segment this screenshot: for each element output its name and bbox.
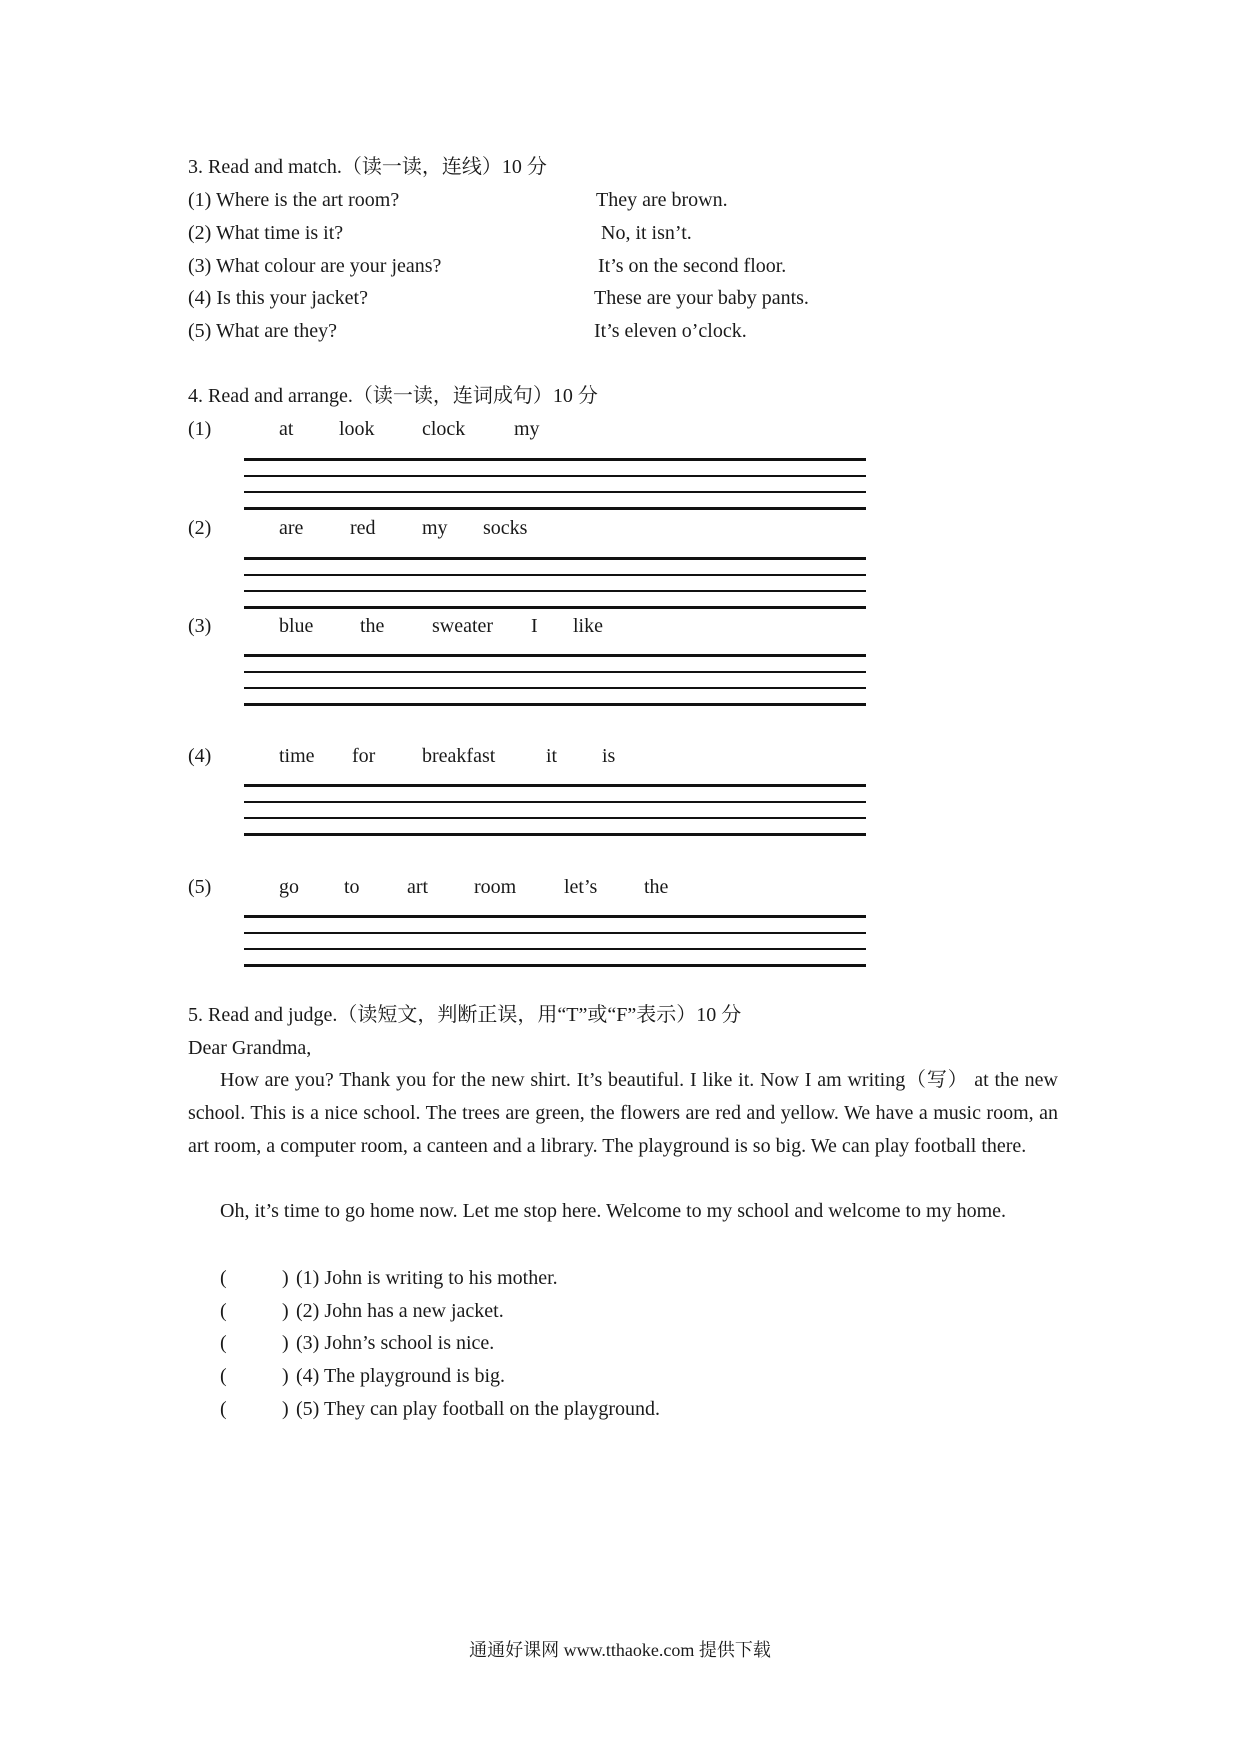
arrange-word: time [279,745,315,767]
match-answer-4: These are your baby pants. [594,287,809,309]
arrange-word: let’s [564,876,598,898]
arrange-word: art [407,876,429,898]
arrange-word: socks [483,517,528,539]
arrange-word: my [514,418,540,440]
arrange-word: for [352,745,376,767]
arrange-word: is [602,745,616,767]
arrange-word: sweater [432,615,494,637]
letter-paragraph-1: How are you? Thank you for the new shirt. It’s beautiful. I like it. Now I am writing（写） at the new school. This is a nice school. The trees are green, the flowers are red and yellow. We have a music room, an art room, a computer room, a canteen and a library. The playground is so big. We can play football there. [188,1069,1058,1157]
judge-statement-5: (5) They can play football on the playground. [296,1398,660,1420]
page-footer: 通通好课网 www.tthaoke.com 提供下载 [469,1640,771,1660]
arrange-word: like [573,615,603,637]
judge-statement-1: (1) John is writing to his mother. [296,1267,558,1289]
letter-paragraph-2: Oh, it’s time to go home now. Let me stop here. Welcome to my school and welcome to my home. [220,1200,1007,1222]
match-question-5: (5) What are they? [188,320,337,342]
arrange-word: to [344,876,360,898]
match-answer-1: They are brown. [596,189,728,211]
arrange-word: the [360,615,385,637]
match-answer-3: It’s on the second floor. [598,255,787,277]
arrange-item-2-number: (2) [188,517,212,539]
arrange-word: red [350,517,376,539]
match-question-4: (4) Is this your jacket? [188,287,368,309]
answer-blank-open: ( [220,1332,227,1354]
match-answer-5: It’s eleven o’clock. [594,320,747,342]
answer-blank-close: ) [282,1398,289,1420]
answer-blank-close: ) [282,1300,289,1322]
arrange-word: go [279,876,299,898]
answer-blank-open: ( [220,1398,227,1420]
arrange-item-4-number: (4) [188,745,212,767]
arrange-word: clock [422,418,466,440]
section4-heading: 4. Read and arrange.（读一读，连词成句）10 分 [188,385,598,407]
answer-blank-close: ) [282,1332,289,1354]
match-question-2: (2) What time is it? [188,222,344,244]
arrange-word: breakfast [422,745,496,767]
arrange-word: it [546,745,558,767]
answer-blank-close: ) [282,1267,289,1289]
match-answer-2: No, it isn’t. [601,222,692,244]
arrange-word: the [644,876,669,898]
arrange-word: look [339,418,375,440]
answer-blank-open: ( [220,1365,227,1387]
section3-heading: 3. Read and match.（读一读，连线）10 分 [188,156,547,178]
arrange-word: are [279,517,304,539]
judge-statement-4: (4) The playground is big. [296,1365,506,1387]
arrange-word: I [531,615,538,637]
answer-blank-close: ) [282,1365,289,1387]
arrange-item-3-number: (3) [188,615,212,637]
match-question-3: (3) What colour are your jeans? [188,255,442,277]
section5-heading: 5. Read and judge.（读短文，判断正误，用“T”或“F”表示）10 分 [188,1004,742,1026]
judge-statement-2: (2) John has a new jacket. [296,1300,504,1322]
arrange-word: at [279,418,294,440]
arrange-word: my [422,517,448,539]
arrange-word: blue [279,615,314,637]
arrange-word: room [474,876,517,898]
answer-blank-open: ( [220,1267,227,1289]
answer-blank-open: ( [220,1300,227,1322]
judge-statement-3: (3) John’s school is nice. [296,1332,495,1354]
match-question-1: (1) Where is the art room? [188,189,400,211]
letter-salutation: Dear Grandma, [188,1037,312,1059]
arrange-item-1-number: (1) [188,418,212,440]
arrange-item-5-number: (5) [188,876,212,898]
